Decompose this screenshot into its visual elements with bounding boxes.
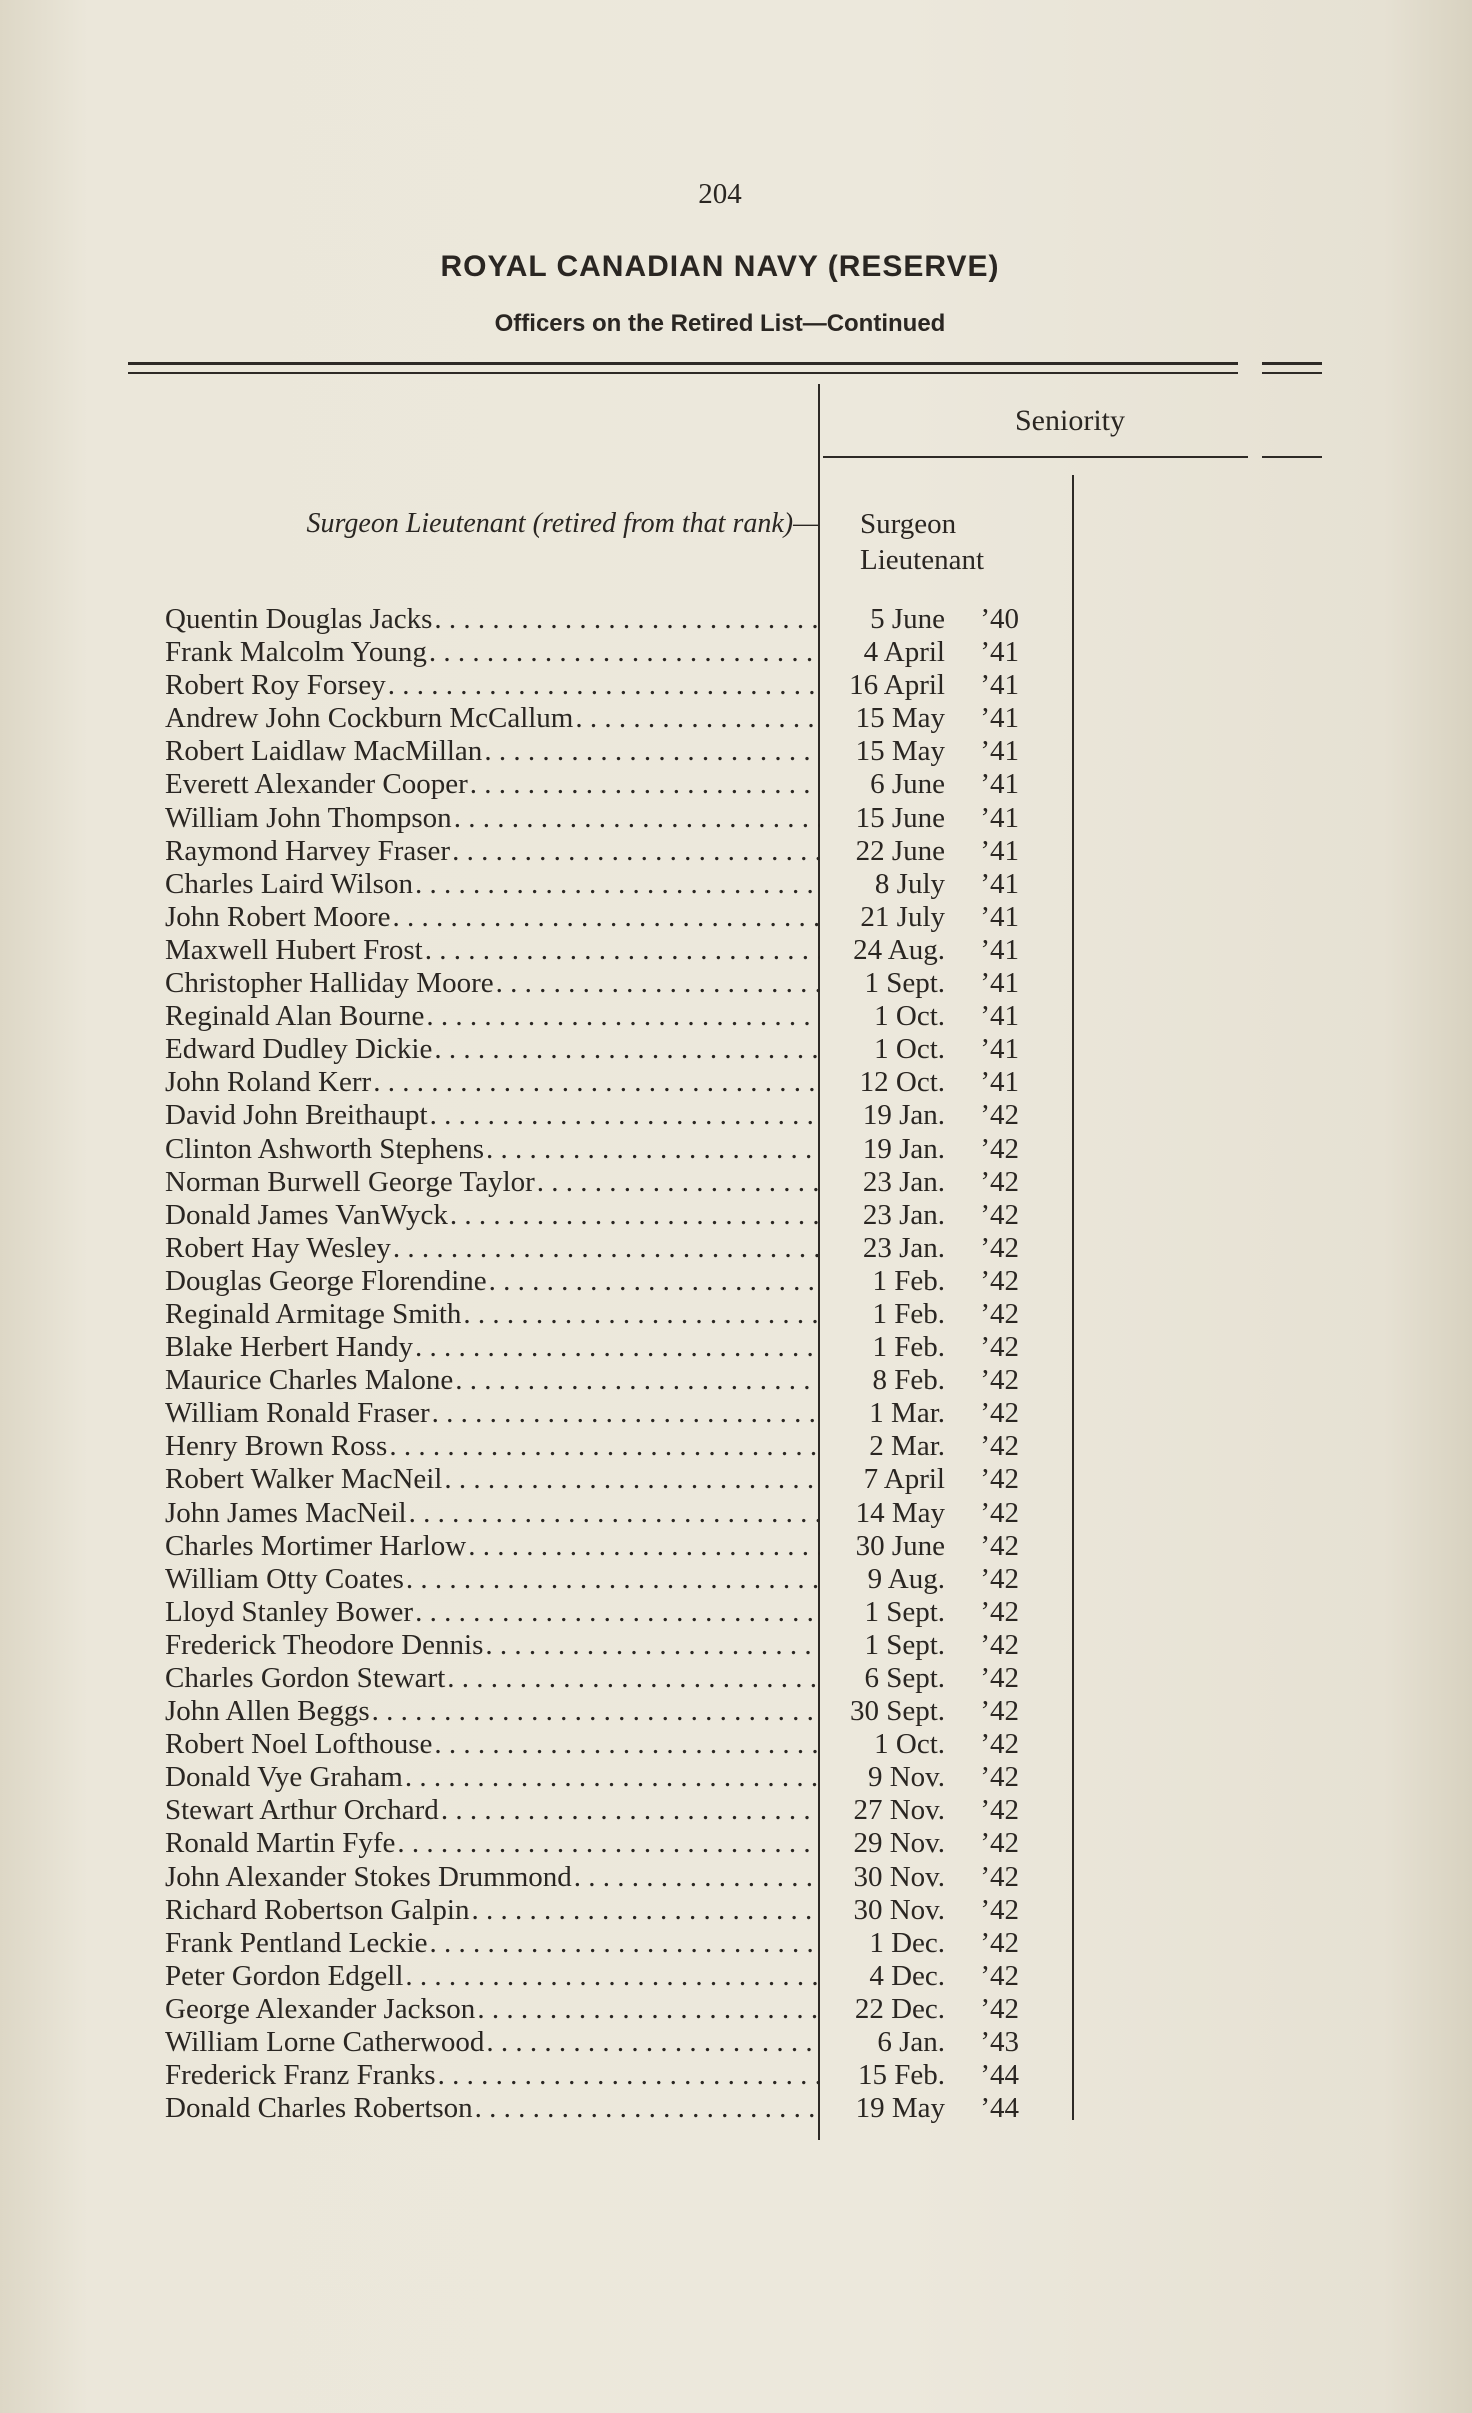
seniority-date: 22 Dec. [854,1992,945,2025]
seniority-year: ’42 [980,1595,1019,1628]
list-item [165,1530,1065,1563]
list-item [165,669,1065,702]
list-item [165,802,1065,835]
rank-column-line1: Surgeon [860,508,957,540]
seniority-year: ’42 [980,1165,1019,1198]
officer-name-cell [165,768,820,801]
seniority-date: 1 Oct. [874,1728,945,1761]
seniority-date: 27 Nov. [853,1794,945,1827]
officer-name: Donald Vye Graham [165,1761,403,1794]
seniority-date: 4 April [863,636,945,669]
dot-leader [489,1265,820,1298]
rank-column-header [860,506,1040,578]
seniority-year: ’42 [980,1496,1019,1529]
officer-name: Peter Gordon Edgell [165,1959,404,1992]
dot-leader [425,934,820,967]
dot-leader [393,1232,820,1265]
officer-name: Blake Herbert Handy [165,1331,414,1364]
list-item [165,1265,1065,1298]
list-item [165,1133,1065,1166]
seniority-year: ’42 [980,1198,1019,1231]
seniority-year: ’42 [980,1364,1019,1397]
list-item [165,1000,1065,1033]
list-item [165,2059,1065,2092]
seniority-date: 1 Feb. [872,1297,945,1330]
dot-leader [475,2092,820,2125]
dot-leader [415,1331,820,1364]
dot-leader [471,1894,820,1927]
seniority-date: 23 Jan. [862,1198,945,1231]
dot-leader [429,636,820,669]
seniority-year: ’41 [980,801,1019,834]
seniority-date: 24 Aug. [853,933,945,966]
dot-leader [574,1861,820,1894]
officer-name-cell [165,835,820,868]
officer-name: Maxwell Hubert Frost [165,933,423,966]
dot-leader [415,1596,820,1629]
officer-name-cell [165,1596,820,1629]
rank-column-line2: Lieutenant [860,544,985,576]
seniority-date: 14 May [855,1496,945,1529]
dot-leader [432,1397,820,1430]
seniority-date: 6 Sept. [864,1662,945,1694]
list-item [165,1199,1065,1232]
officer-name: Richard Robertson Galpin [165,1893,470,1926]
officer-name: Charles Laird Wilson [165,867,413,900]
seniority-column-header: Seniority [1015,404,1125,437]
list-item [165,1298,1065,1331]
seniority-date: 8 July [874,867,945,900]
seniority-year: ’42 [980,1695,1019,1728]
seniority-year: ’44 [980,2059,1019,2092]
list-item [165,1232,1065,1265]
seniority-year: ’42 [980,1132,1019,1165]
dot-leader [477,1993,820,2026]
officer-name-cell [165,1397,820,1430]
page-title: ROYAL CANADIAN NAVY (RESERVE) [440,250,1000,283]
seniority-date: 30 June [855,1529,945,1562]
seniority-date: 2 Mar. [869,1430,945,1463]
seniority-year: ’41 [980,768,1019,801]
officer-name: Edward Dudley Dickie [165,1033,433,1066]
page-number: 204 [698,178,742,210]
seniority-year: ’42 [980,1463,1019,1496]
officer-name-cell [165,1530,820,1563]
officer-name: Robert Hay Wesley [165,1231,391,1264]
list-item [165,934,1065,967]
dot-leader [486,2026,820,2059]
seniority-date: 1 Oct. [874,1000,945,1033]
officer-name-cell [165,802,820,835]
seniority-date: 30 Sept. [849,1695,945,1728]
seniority-date: 4 Dec. [869,1959,945,1992]
page-subtitle: Officers on the Retired List—Continued [494,310,946,337]
list-item [165,636,1065,669]
seniority-date: 16 April [849,669,945,702]
officer-name: William Otty Coates [165,1562,404,1595]
seniority-year: ’42 [980,1297,1019,1330]
rank-section-label: Surgeon Lieutenant (retired from that rank)— [306,508,818,539]
officer-name: David John Breithaupt [165,1099,428,1132]
officer-name-cell [165,1298,820,1331]
officer-name: John Robert Moore [165,900,391,933]
officer-name: Maurice Charles Malone [165,1364,454,1397]
officer-name: Robert Noel Lofthouse [165,1728,433,1761]
header-rule-right-bottom [1262,372,1322,374]
officer-name-cell [165,603,820,636]
dot-leader [496,967,820,1000]
list-item [165,1033,1065,1066]
list-item [165,901,1065,934]
list-item [165,1662,1065,1695]
list-item [165,603,1065,636]
officer-name-cell [165,1894,820,1927]
list-item [165,1463,1065,1496]
seniority-date: 7 April [863,1463,945,1496]
officer-name-cell [165,1000,820,1033]
list-item [165,1761,1065,1794]
seniority-date: 1 Oct. [874,1033,945,1066]
seniority-date: 1 Sept. [864,967,945,1000]
list-item [165,1430,1065,1463]
list-item [165,1497,1065,1530]
officer-name-cell [165,1033,820,1066]
officer-name: William John Thompson [165,801,452,834]
dot-leader [447,1662,820,1695]
dot-leader [485,1629,820,1662]
seniority-year: ’42 [980,1231,1019,1264]
seniority-date: 1 Sept. [864,1628,945,1661]
seniority-rule-right [1262,456,1322,458]
list-item [165,1827,1065,1860]
officer-name: Lloyd Stanley Bower [165,1595,414,1628]
list-item [165,1364,1065,1397]
seniority-year: ’41 [980,669,1019,702]
list-item [165,1563,1065,1596]
dot-leader [430,1927,820,1960]
seniority-year: ’42 [980,1628,1019,1661]
officer-name: Ronald Martin Fyfe [165,1827,396,1860]
seniority-year: ’42 [980,1662,1019,1694]
dot-leader [405,1761,820,1794]
officer-name: Charles Mortimer Harlow [165,1529,467,1562]
officer-name-cell [165,1960,820,1993]
seniority-year: ’42 [980,1264,1019,1297]
dot-leader [393,901,820,934]
officer-name-cell [165,1463,820,1496]
officer-name-cell [165,1166,820,1199]
dot-leader [406,1563,820,1596]
dot-leader [444,1463,820,1496]
officer-name-cell [165,1099,820,1132]
dot-leader [434,1728,820,1761]
officer-name: William Lorne Catherwood [165,2026,485,2059]
list-item [165,1993,1065,2026]
seniority-date: 1 Dec. [869,1926,945,1959]
seniority-year: ’41 [980,900,1019,933]
officer-name: Frederick Franz Franks [165,2059,436,2092]
seniority-year: ’41 [980,1066,1019,1099]
seniority-date: 15 Feb. [858,2059,945,2092]
seniority-year: ’42 [980,1893,1019,1926]
dot-leader [372,1695,820,1728]
seniority-year: ’42 [980,1397,1019,1430]
officer-name: John Allen Beggs [165,1695,370,1728]
seniority-year: ’41 [980,1000,1019,1033]
list-item [165,2026,1065,2059]
list-item [165,1927,1065,1960]
list-item [165,835,1065,868]
officer-name-cell [165,1662,820,1695]
list-item [165,702,1065,735]
seniority-date: 19 Jan. [862,1132,945,1165]
officer-name-cell [165,669,820,702]
dot-leader [438,2059,820,2092]
officer-name: Reginald Armitage Smith [165,1297,462,1330]
seniority-year: ’41 [980,967,1019,1000]
officer-name: Frank Pentland Leckie [165,1926,428,1959]
dot-leader [454,802,820,835]
dot-leader [426,1000,820,1033]
seniority-rule [823,456,1248,458]
seniority-date: 15 May [855,702,945,735]
officer-name-cell [165,2092,820,2125]
seniority-year: ’42 [980,1099,1019,1132]
officer-name-cell [165,735,820,768]
seniority-year: ’40 [980,603,1019,635]
seniority-date: 1 Mar. [869,1397,945,1430]
dot-leader [455,1364,820,1397]
seniority-date: 12 Oct. [859,1066,945,1099]
officer-name: Robert Walker MacNeil [165,1463,443,1496]
list-item [165,967,1065,1000]
seniority-year: ’42 [980,1562,1019,1595]
seniority-year: ’42 [980,1761,1019,1794]
seniority-date: 19 Jan. [862,1099,945,1132]
header-rule-bottom [128,372,1238,374]
seniority-date: 6 Jan. [877,2026,945,2059]
seniority-date: 9 Nov. [867,1761,945,1794]
seniority-date: 5 June [870,603,945,635]
seniority-date: 6 June [870,768,945,801]
list-item [165,1794,1065,1827]
officer-name-cell [165,1563,820,1596]
officer-name: Donald Charles Robertson [165,2092,473,2125]
officer-name: William Ronald Fraser [165,1397,430,1430]
dot-leader [450,1199,820,1232]
list-item [165,1695,1065,1728]
seniority-date: 19 May [855,2092,945,2125]
seniority-year: ’42 [980,1992,1019,2025]
officer-name-cell [165,1133,820,1166]
dot-leader [537,1166,820,1199]
officer-name: Charles Gordon Stewart [165,1662,446,1694]
seniority-year: ’42 [980,1860,1019,1893]
seniority-year: ’41 [980,933,1019,966]
officer-name: Everett Alexander Cooper [165,768,468,801]
dot-leader [373,1066,820,1099]
list-item [165,1629,1065,1662]
list-item [165,1099,1065,1132]
officer-name: John James MacNeil [165,1496,407,1529]
dot-leader [405,1960,820,1993]
dot-leader [575,702,820,735]
seniority-year: ’41 [980,1033,1019,1066]
list-item [165,768,1065,801]
officer-name: Robert Roy Forsey [165,669,386,702]
seniority-year: ’41 [980,702,1019,735]
officer-name: Robert Laidlaw MacMillan [165,735,483,768]
officer-name: John Roland Kerr [165,1066,372,1099]
dot-leader [486,1133,820,1166]
seniority-year: ’41 [980,636,1019,669]
officer-list [165,603,1065,2125]
officer-name-cell [165,1430,820,1463]
seniority-year: ’42 [980,1926,1019,1959]
officer-name-cell [165,1066,820,1099]
officer-name-cell [165,1927,820,1960]
officer-name: Frank Malcolm Young [165,636,427,669]
list-item [165,1397,1065,1430]
officer-name-cell [165,1695,820,1728]
seniority-year: ’43 [980,2026,1019,2059]
list-item [165,868,1065,901]
list-item [165,1728,1065,1761]
officer-name: Quentin Douglas Jacks [165,603,433,635]
officer-name-cell [165,1794,820,1827]
header-rule-right-top [1262,362,1322,365]
officer-name: George Alexander Jackson [165,1992,476,2025]
officer-name-cell [165,934,820,967]
seniority-date: 29 Nov. [853,1827,945,1860]
seniority-date: 15 May [855,735,945,768]
dot-leader [484,735,820,768]
seniority-year: ’42 [980,1959,1019,1992]
seniority-date: 8 Feb. [872,1364,945,1397]
dot-leader [397,1827,820,1860]
seniority-year: ’42 [980,1331,1019,1364]
seniority-year: ’42 [980,1794,1019,1827]
list-item [165,1066,1065,1099]
officer-name-cell [165,2059,820,2092]
dot-leader [415,868,820,901]
officer-name-cell [165,1497,820,1530]
officer-name: Christopher Halliday Moore [165,967,494,1000]
seniority-year: ’41 [980,867,1019,900]
officer-name: Donald James VanWyck [165,1198,448,1231]
seniority-date: 30 Nov. [853,1860,945,1893]
seniority-date: 30 Nov. [853,1893,945,1926]
seniority-date: 1 Feb. [872,1331,945,1364]
list-item [165,1960,1065,1993]
officer-name: Douglas George Florendine [165,1264,487,1297]
officer-name: Henry Brown Ross [165,1430,388,1463]
list-item [165,1596,1065,1629]
dot-leader [409,1497,820,1530]
officer-name-cell [165,702,820,735]
officer-name: Andrew John Cockburn McCallum [165,702,574,735]
officer-name-cell [165,868,820,901]
list-item [165,1861,1065,1894]
officer-name: Clinton Ashworth Stephens [165,1132,485,1165]
dot-leader [441,1794,820,1827]
officer-name-cell [165,1827,820,1860]
officer-name-cell [165,901,820,934]
seniority-year: ’42 [980,1430,1019,1463]
officer-name-cell [165,1993,820,2026]
seniority-date: 15 June [855,801,945,834]
officer-name: Reginald Alan Bourne [165,1000,425,1033]
seniority-date: 22 June [855,834,945,867]
officer-name-cell [165,1199,820,1232]
seniority-year: ’42 [980,1728,1019,1761]
officer-name: John Alexander Stokes Drummond [165,1860,572,1893]
seniority-date: 1 Feb. [872,1264,945,1297]
seniority-year: ’44 [980,2092,1019,2125]
list-item [165,2092,1065,2125]
dot-leader [389,1430,820,1463]
column-divider-right [1072,475,1074,2120]
officer-name: Stewart Arthur Orchard [165,1794,439,1827]
dot-leader [434,1033,820,1066]
officer-name-cell [165,1265,820,1298]
officer-name-cell [165,1331,820,1364]
dot-leader [434,603,820,636]
officer-name-cell [165,1364,820,1397]
seniority-year: ’42 [980,1827,1019,1860]
seniority-year: ’42 [980,1529,1019,1562]
list-item [165,735,1065,768]
dot-leader [468,1530,820,1563]
seniority-year: ’41 [980,834,1019,867]
dot-leader [388,669,820,702]
header-rule-top [128,362,1238,365]
list-item [165,1166,1065,1199]
seniority-date: 1 Sept. [864,1595,945,1628]
seniority-date: 23 Jan. [862,1165,945,1198]
seniority-date: 21 July [860,900,945,933]
dot-leader [430,1099,820,1132]
seniority-date: 9 Aug. [867,1562,945,1595]
officer-name: Frederick Theodore Dennis [165,1628,484,1661]
officer-name-cell [165,967,820,1000]
dot-leader [470,768,820,801]
seniority-date: 23 Jan. [862,1231,945,1264]
dot-leader [463,1298,820,1331]
officer-name-cell [165,2026,820,2059]
list-item [165,1331,1065,1364]
officer-name-cell [165,636,820,669]
list-item [165,1894,1065,1927]
officer-name-cell [165,1861,820,1894]
seniority-year: ’41 [980,735,1019,768]
officer-name-cell [165,1728,820,1761]
dot-leader [452,835,820,868]
officer-name: Raymond Harvey Fraser [165,834,451,867]
officer-name: Norman Burwell George Taylor [165,1165,535,1198]
officer-name-cell [165,1761,820,1794]
officer-name-cell [165,1629,820,1662]
officer-name-cell [165,1232,820,1265]
